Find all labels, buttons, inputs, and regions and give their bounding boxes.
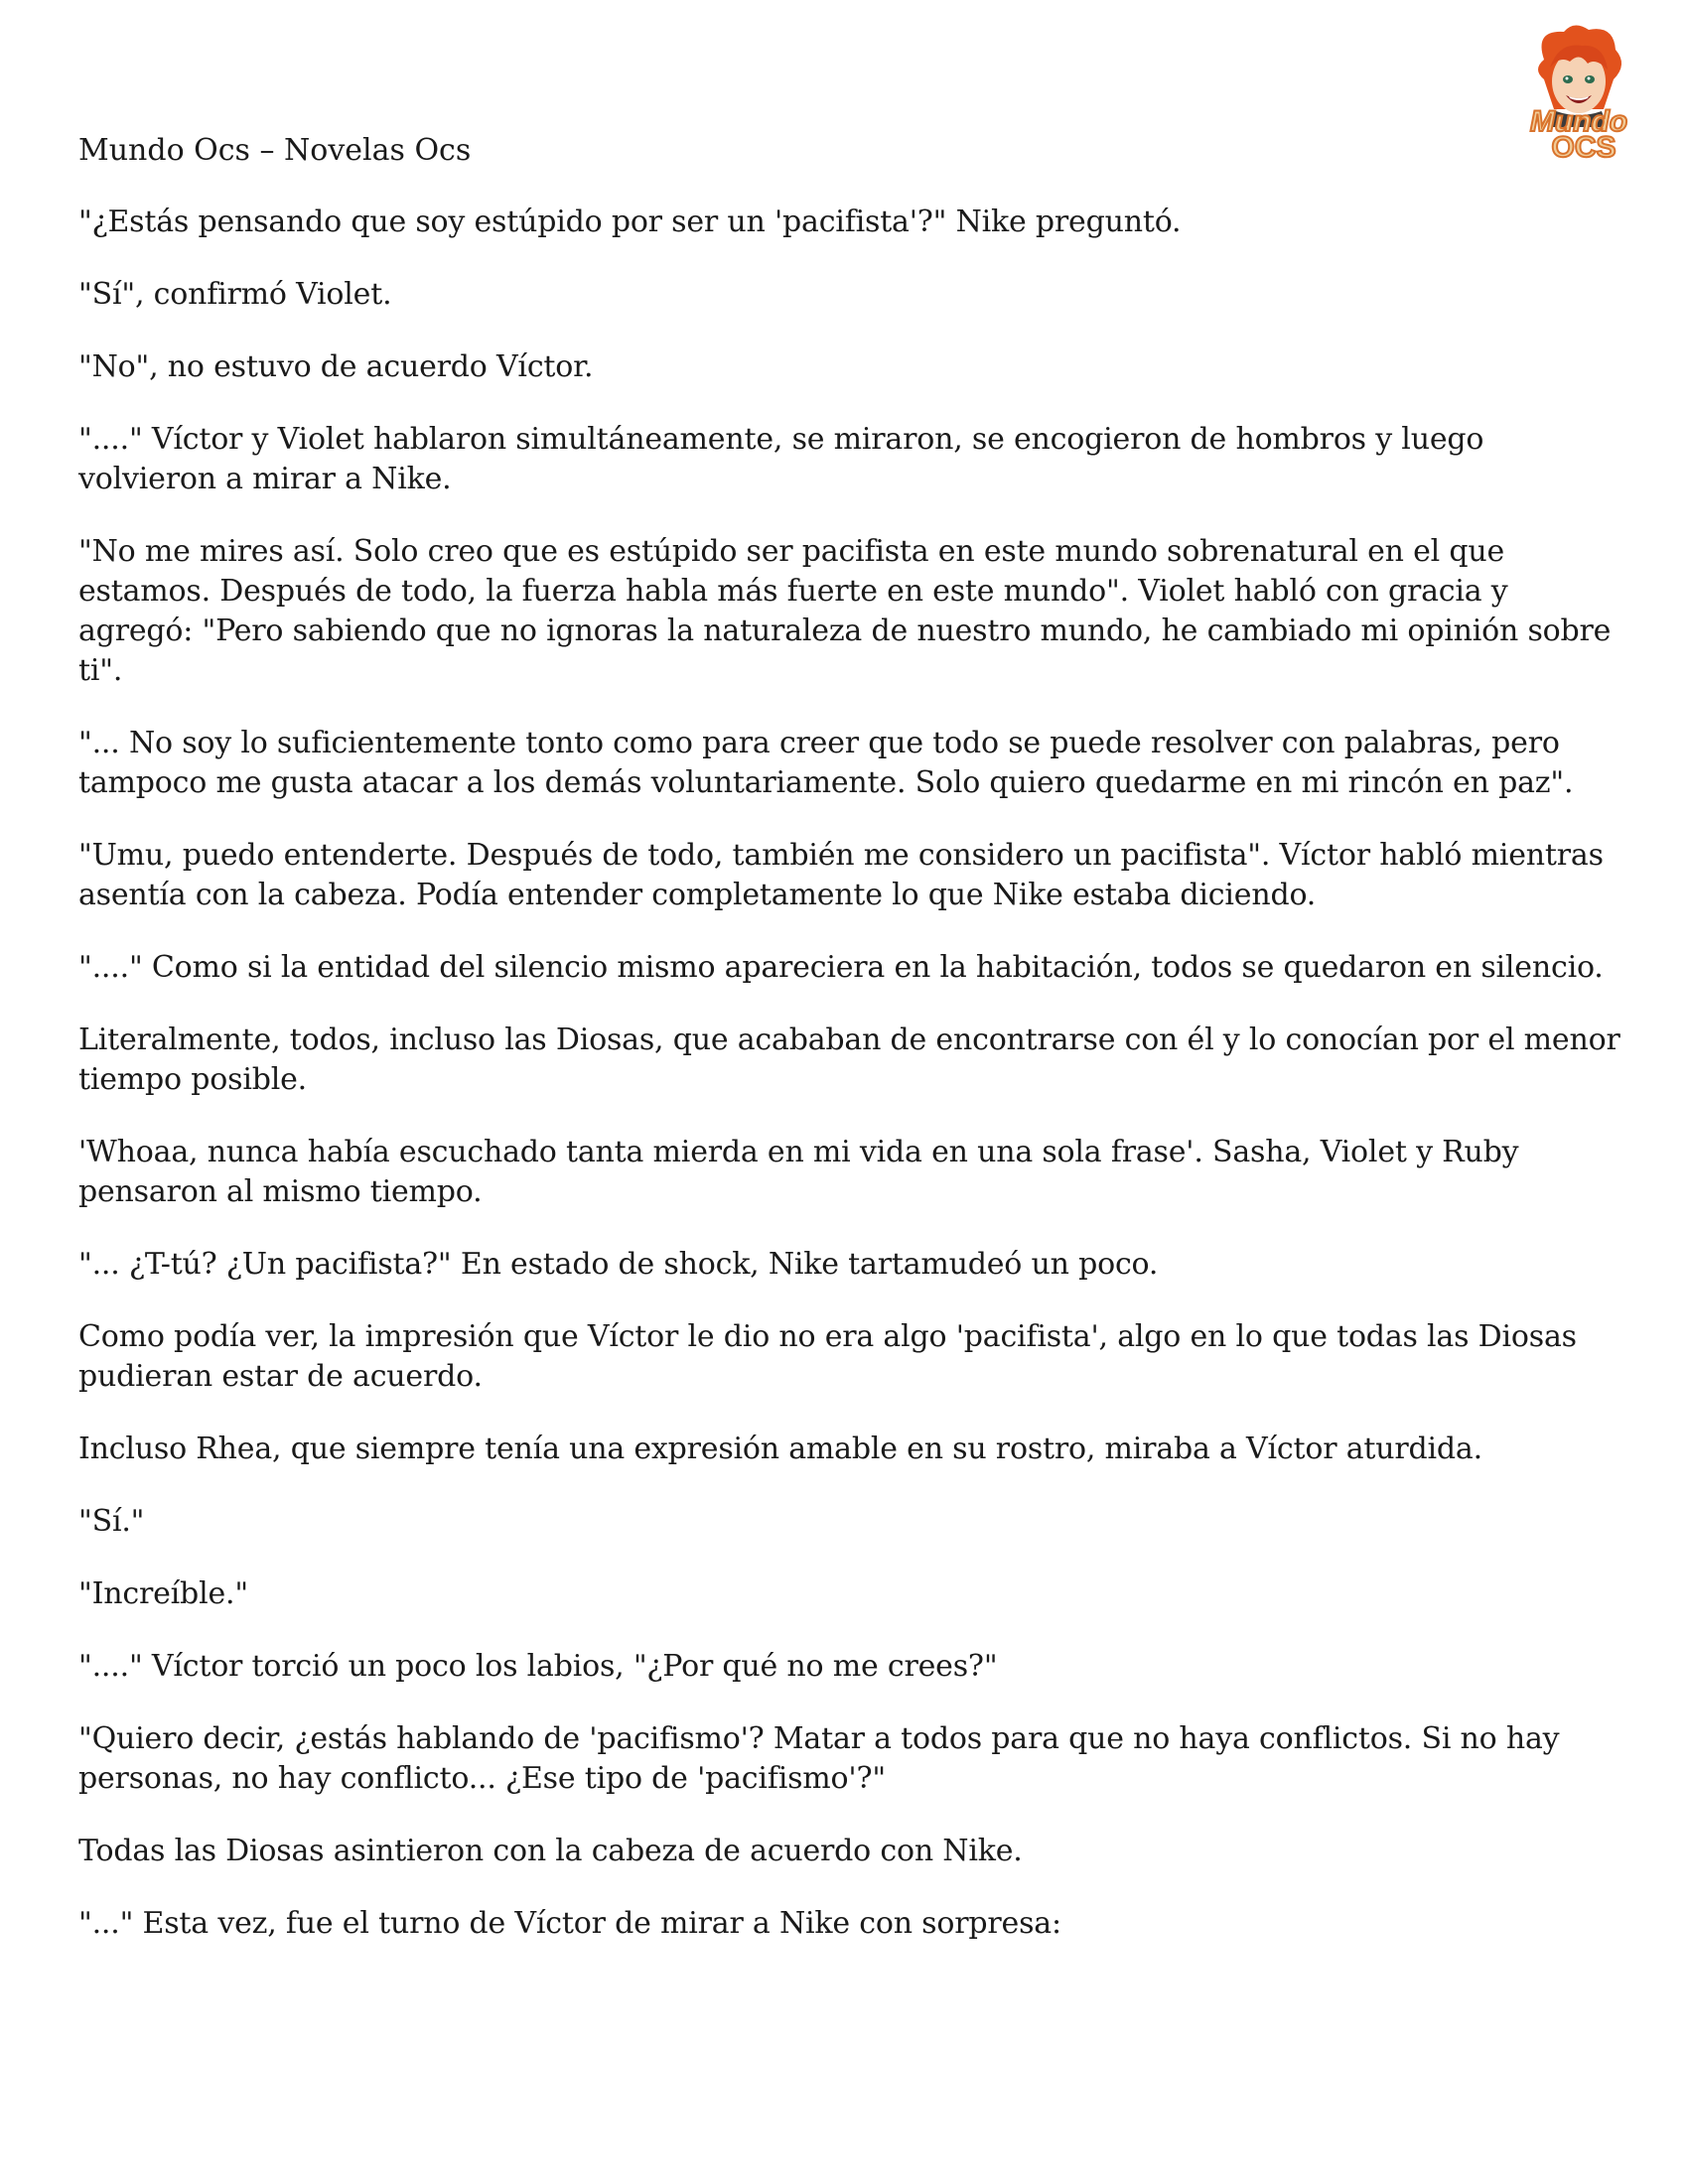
paragraph: "..." Esta vez, fue el turno de Víctor de mirar a Nike con sorpresa: [78, 1906, 1061, 1941]
paragraph: Todas las Diosas asintieron con la cabeza de acuerdo con Nike. [78, 1834, 1023, 1868]
paragraph: "Sí." [78, 1504, 145, 1539]
paragraph: Como podía ver, la impresión que Víctor le dio no era algo 'pacifista', algo en lo que todas las Diosas pudieran estar de acuerdo. [78, 1319, 1577, 1394]
paragraph: "...." Víctor torció un poco los labios, "¿Por qué no me crees?" [78, 1649, 998, 1684]
paragraph: Literalmente, todos, incluso las Diosas, que acababan de encontrarse con él y lo conocían por el menor tiempo posible. [78, 1023, 1620, 1097]
paragraph: "Increíble." [78, 1576, 248, 1611]
paragraph: "¿Estás pensando que soy estúpido por ser un 'pacifista'?" Nike preguntó. [78, 205, 1182, 239]
logo-text-mundo: Mundo [1529, 105, 1628, 138]
paragraph: "... No soy lo suficientemente tonto como para creer que todo se puede resolver con palabras, pero tampoco me gusta atacar a los demás voluntariamente. Solo quiero quedarme en mi rincón en paz". [78, 726, 1574, 800]
paragraph: "No me mires así. Solo creo que es estúpido ser pacifista en este mundo sobrenatural en el que estamos. Después de todo, la fuerza habla más fuerte en este mundo". Violet habló con gracia y agregó: "Pero sabiendo que no ignoras la naturaleza de nuestro mundo, he cambiado mi opinión sobre ti". [78, 534, 1612, 688]
paragraph: "...." Como si la entidad del silencio mismo apareciera en la habitación, todos se quedaron en silencio. [78, 950, 1604, 985]
paragraph: "Quiero decir, ¿estás hablando de 'pacifismo'? Matar a todos para que no haya conflictos. Si no hay personas, no hay conflicto... ¿Ese tipo de 'pacifismo'?" [78, 1721, 1560, 1796]
paragraph: "Sí", confirmó Violet. [78, 277, 392, 312]
paragraph: "...." Víctor y Violet hablaron simultáneamente, se miraron, se encogieron de hombros y luego volvieron a mirar a Nike. [78, 422, 1484, 496]
paragraph: "No", no estuvo de acuerdo Víctor. [78, 349, 594, 384]
document-body [78, 131, 1627, 1977]
paragraph: "Umu, puedo entenderte. Después de todo, también me considero un pacifista". Víctor habló mientras asentía con la cabeza. Podía entender completamente lo que Nike estaba diciendo. [78, 838, 1604, 912]
paragraph: Incluso Rhea, que siempre tenía una expresión amable en su rostro, miraba a Víctor aturdida. [78, 1432, 1482, 1466]
document-header: Mundo Ocs – Novelas Ocs [78, 133, 472, 168]
paragraph: "... ¿T-tú? ¿Un pacifista?" En estado de shock, Nike tartamudeó un poco. [78, 1247, 1159, 1282]
paragraph: 'Whoaa, nunca había escuchado tanta mierda en mi vida en una sola frase'. Sasha, Violet y Ruby pensaron al mismo tiempo. [78, 1135, 1519, 1209]
logo-text-ocs: OCS [1551, 131, 1617, 164]
